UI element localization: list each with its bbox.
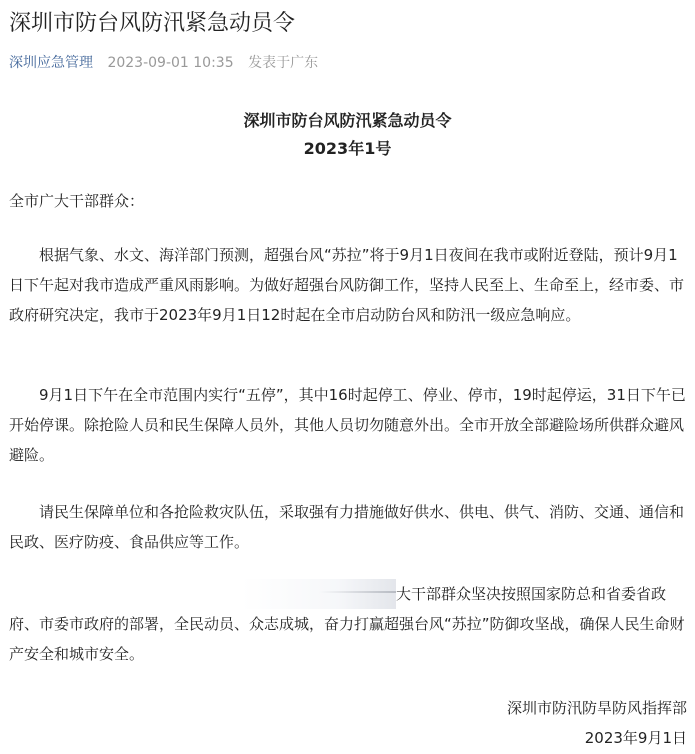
document-number: 2023年1号 bbox=[303, 139, 392, 158]
paragraph-1 bbox=[9, 240, 687, 330]
paragraph-4-text: 府、市委市政府的部署，全民动员、众志成城，奋力打赢超强台风“苏拉”防御攻坚战，确保人民生命财产安全和城市安全。 bbox=[9, 615, 685, 663]
publish-datetime: 2023-09-01 10:35 bbox=[107, 55, 234, 71]
article-title: 深圳市防台风防汛紧急动员令 bbox=[9, 11, 296, 36]
paragraph-2 bbox=[9, 380, 687, 470]
greeting: 全市广大干部群众： bbox=[9, 192, 145, 210]
source-link[interactable]: 深圳应急管理 bbox=[9, 55, 93, 71]
paragraph-2-text: 9月1日下午在全市范围内实行“五停”，其中16时起停工、停业、停市，19时起停运，31日下午已开始停课。除抢险人员和民生保障人员外，其他人员切勿随意外出。全市开放全部避险场所供群众避风避险。 bbox=[9, 386, 686, 464]
paragraph-1-text: 根据气象、水文、海洋部门预测，超强台风“苏拉”将于9月1日夜间在我市或附近登陆，预计9月1日下午起对我市造成严重风雨影响。为做好超强台风防御工作，坚持人民至上、生命至上，经市委、市政府研究决定，我市于2023年9月1日12时起在全市启动防台风和防汛一级应急响应。 bbox=[9, 246, 685, 324]
publish-location: 发表于广东 bbox=[248, 55, 319, 71]
paragraph-4-visible-start: 大干部群众坚决按照国家防总和省委省政 bbox=[396, 585, 667, 603]
article-meta bbox=[9, 53, 318, 73]
paragraph-3 bbox=[9, 497, 687, 557]
document-heading: 深圳市防台风防汛紧急动员令 bbox=[243, 111, 452, 130]
paragraph-4 bbox=[9, 579, 687, 669]
signature-organization: 深圳市防汛防旱防风指挥部 bbox=[506, 699, 687, 717]
signature-date: 2023年9月1日 bbox=[584, 729, 687, 747]
paragraph-3-text: 请民生保障单位和各抢险救灾队伍，采取强有力措施做好供水、供电、供气、消防、交通、通信和民政、医疗防疫、食品供应等工作。 bbox=[9, 503, 685, 551]
